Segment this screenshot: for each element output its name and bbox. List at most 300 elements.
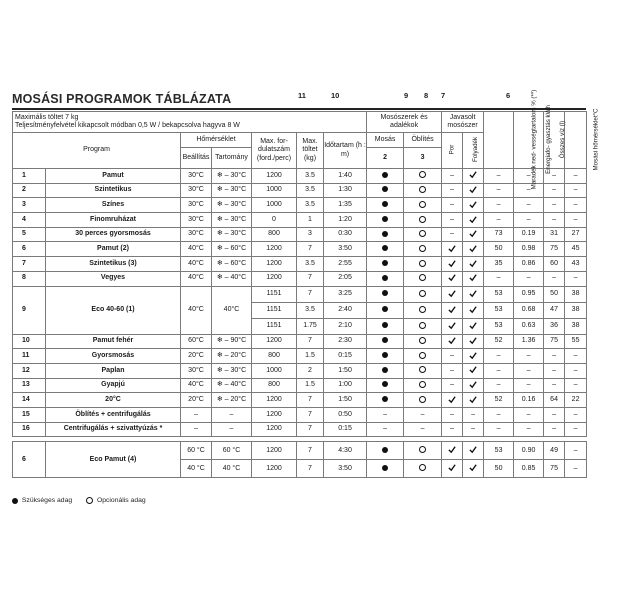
temp-range: ❄ – 30°C [212, 198, 252, 213]
required-dose-icon [382, 367, 388, 373]
required-dose-icon [382, 290, 388, 296]
wash-temp: – [565, 198, 587, 213]
optional-dose-icon [419, 352, 426, 359]
optional-dose-icon [419, 245, 426, 252]
duration: 0:15 [324, 422, 367, 437]
residual-moisture: – [484, 422, 514, 437]
energy: – [514, 422, 544, 437]
setting-header: Beállítás [181, 148, 212, 169]
residual-moisture: – [484, 407, 514, 422]
table-row [13, 393, 587, 408]
liquid: – [463, 407, 484, 422]
temp-setting: 60 °C [181, 442, 212, 460]
wash-temp-header [565, 108, 600, 171]
wash-temp: 45 [565, 242, 587, 257]
total-water: 75 [544, 334, 565, 349]
rinse-dose [404, 227, 442, 242]
powder: – [442, 213, 463, 228]
legend-required: Szükséges adag [21, 497, 73, 504]
max-spin: 1000 [252, 198, 297, 213]
total-water: 50 [544, 286, 565, 302]
program-name: Pamut fehér [46, 334, 181, 349]
wash-temp: 38 [565, 302, 587, 318]
max-spin: 1200 [252, 257, 297, 272]
duration: 0:50 [324, 407, 367, 422]
energy: 0.98 [514, 242, 544, 257]
max-spin: 1200 [252, 393, 297, 408]
table-row [13, 378, 587, 393]
temp-range: – [212, 407, 252, 422]
title-rule [12, 108, 586, 110]
program-number: 5 [13, 227, 46, 242]
table-row [13, 183, 587, 198]
max-load: 3.5 [297, 257, 324, 272]
residual-moisture: 53 [484, 318, 514, 334]
program-name: Finomruházat [46, 213, 181, 228]
temp-range: ❄ – 60°C [212, 242, 252, 257]
rinse-dose [404, 257, 442, 272]
energy: 0.68 [514, 302, 544, 318]
check-icon [469, 171, 477, 178]
energy: – [514, 349, 544, 364]
check-icon [469, 216, 477, 223]
energy: – [514, 363, 544, 378]
optional-dose-icon [419, 381, 426, 388]
check-icon [448, 245, 456, 252]
program-name: Centrifugálás + szivattyúzás * [46, 422, 181, 437]
wash-dose [367, 318, 404, 334]
temp-setting: 30°C [181, 183, 212, 198]
residual-moisture: – [484, 271, 514, 286]
callout-11: 11 [298, 91, 306, 100]
check-icon [448, 396, 456, 403]
table-row [13, 169, 587, 184]
rinse-dose [404, 302, 442, 318]
energy: – [514, 183, 544, 198]
duration: 1:35 [324, 198, 367, 213]
liquid [463, 302, 484, 318]
table-row [13, 286, 587, 302]
wash-dose [367, 334, 404, 349]
program-header: Program [13, 133, 181, 169]
residual-moisture: 73 [484, 227, 514, 242]
total-water-header-text: Összes víz (l) [559, 120, 567, 159]
check-icon [448, 446, 456, 453]
rinse-dose [404, 198, 442, 213]
residual-moisture: 53 [484, 302, 514, 318]
check-icon [469, 446, 477, 453]
temp-range: ❄ – 30°C [212, 213, 252, 228]
residual-moisture: – [484, 349, 514, 364]
energy: – [514, 378, 544, 393]
wash-dose: – [367, 422, 404, 437]
residual-moisture: – [484, 378, 514, 393]
required-dose-icon [382, 216, 388, 222]
program-name: Gyapjú [46, 378, 181, 393]
max-spin: 1200 [252, 407, 297, 422]
wash-temp: – [565, 442, 587, 460]
max-spin: 1151 [252, 318, 297, 334]
temp-setting: 40°C [181, 286, 212, 334]
program-name: Eco Pamut (4) [46, 442, 181, 478]
max-load: 7 [297, 422, 324, 437]
rinse-dose [404, 183, 442, 198]
rinse-dose [404, 349, 442, 364]
energy: – [514, 407, 544, 422]
max-spin: 1200 [252, 334, 297, 349]
rinse-dose [404, 334, 442, 349]
wash-temp: 43 [565, 257, 587, 272]
residual-moisture: – [484, 169, 514, 184]
liquid [463, 286, 484, 302]
optional-dose-icon [419, 230, 426, 237]
powder: – [442, 363, 463, 378]
temperature-header: Hőmérséklet [181, 133, 252, 148]
total-water: 31 [544, 227, 565, 242]
powder: – [442, 422, 463, 437]
liquid [463, 227, 484, 242]
energy: 0.85 [514, 460, 544, 478]
table-row [13, 363, 587, 378]
check-icon [469, 201, 477, 208]
residual-moisture-header-text: Maradék ned- vességtartalom % (**) [530, 89, 538, 190]
temp-range: 40 °C [212, 460, 252, 478]
max-load: 7 [297, 393, 324, 408]
max-load: 1.5 [297, 349, 324, 364]
liquid [463, 460, 484, 478]
liquid [463, 169, 484, 184]
powder [442, 257, 463, 272]
max-load: 3.5 [297, 169, 324, 184]
max-spin: 1200 [252, 460, 297, 478]
residual-moisture: 53 [484, 286, 514, 302]
temp-setting: 30°C [181, 198, 212, 213]
optional-dose-icon [419, 446, 426, 453]
powder [442, 318, 463, 334]
energy: – [514, 271, 544, 286]
program-number: 14 [13, 393, 46, 408]
legend [12, 497, 146, 504]
wash-dose [367, 286, 404, 302]
powder: – [442, 227, 463, 242]
powder-header [442, 133, 463, 169]
temp-range: ❄ – 30°C [212, 169, 252, 184]
program-name: 30 perces gyorsmosás [46, 227, 181, 242]
residual-moisture: – [484, 198, 514, 213]
program-name: 20°C [46, 393, 181, 408]
callout-9: 9 [404, 91, 409, 100]
wash-temp: 27 [565, 227, 587, 242]
liquid [463, 363, 484, 378]
liquid [463, 183, 484, 198]
rinse-dose [404, 460, 442, 478]
total-water: – [544, 213, 565, 228]
energy-header-text: Energiafo- gyasztás kWh [544, 104, 552, 174]
temp-setting: 60°C [181, 334, 212, 349]
program-name: Szintetikus [46, 183, 181, 198]
max-spin: 1151 [252, 286, 297, 302]
rinse-num-header: 3 [404, 148, 442, 169]
wash-temp: – [565, 349, 587, 364]
wash-dose [367, 183, 404, 198]
wash-header: Mosás [367, 133, 404, 148]
wash-dose [367, 460, 404, 478]
check-icon [448, 464, 456, 471]
optional-dose-icon [419, 274, 426, 281]
liquid [463, 271, 484, 286]
check-icon [469, 290, 477, 297]
program-name: Vegyes [46, 271, 181, 286]
program-number: 13 [13, 378, 46, 393]
residual-moisture: 50 [484, 242, 514, 257]
liquid-header-text: Folyadék [472, 137, 480, 163]
optional-dose-icon [419, 290, 426, 297]
liquid [463, 393, 484, 408]
temp-range: 40°C [212, 286, 252, 334]
max-load: 7 [297, 286, 324, 302]
table-row [13, 349, 587, 364]
program-number: 6 [13, 242, 46, 257]
range-header: Tartomány [212, 148, 252, 169]
max-load: 3.5 [297, 198, 324, 213]
temp-range: ❄ – 20°C [212, 393, 252, 408]
wash-dose [367, 257, 404, 272]
max-spin: 1200 [252, 242, 297, 257]
required-dose-icon [382, 275, 388, 281]
required-dose-icon [382, 337, 388, 343]
duration: 1:50 [324, 393, 367, 408]
wash-dose [367, 442, 404, 460]
program-name: Gyorsmosás [46, 349, 181, 364]
check-icon [469, 245, 477, 252]
program-name: Színes [46, 198, 181, 213]
wash-dose [367, 227, 404, 242]
powder [442, 393, 463, 408]
optional-dose-icon [419, 464, 426, 471]
powder [442, 460, 463, 478]
energy: 0.90 [514, 442, 544, 460]
duration: 4:30 [324, 442, 367, 460]
required-dose-icon [382, 260, 388, 266]
check-icon [469, 322, 477, 329]
energy: 0.95 [514, 286, 544, 302]
duration: 1:40 [324, 169, 367, 184]
legend-ring-icon [86, 497, 93, 504]
temp-range: ❄ – 20°C [212, 349, 252, 364]
temp-range: ❄ – 30°C [212, 363, 252, 378]
wash-temp: – [565, 183, 587, 198]
program-number: 4 [13, 213, 46, 228]
powder [442, 242, 463, 257]
max-load: 7 [297, 407, 324, 422]
temp-setting: 30°C [181, 169, 212, 184]
residual-moisture: 35 [484, 257, 514, 272]
liquid [463, 198, 484, 213]
total-water: – [544, 363, 565, 378]
max-spin: 800 [252, 349, 297, 364]
check-icon [448, 260, 456, 267]
callout-10: 10 [331, 91, 340, 100]
check-icon [448, 322, 456, 329]
max-spin: 1000 [252, 363, 297, 378]
powder: – [442, 198, 463, 213]
total-water: – [544, 183, 565, 198]
total-water: 36 [544, 318, 565, 334]
wash-temp: 55 [565, 334, 587, 349]
legend-optional: Opcionális adag [96, 497, 146, 504]
program-name: Öblítés + centrifugálás [46, 407, 181, 422]
temp-range: 60 °C [212, 442, 252, 460]
energy: 0.19 [514, 227, 544, 242]
temp-setting: 40°C [181, 257, 212, 272]
duration: 0:30 [324, 227, 367, 242]
wash-dose [367, 242, 404, 257]
rinse-dose [404, 378, 442, 393]
program-number: 12 [13, 363, 46, 378]
powder [442, 271, 463, 286]
required-dose-icon [382, 201, 388, 207]
required-dose-icon [382, 447, 388, 453]
powder [442, 302, 463, 318]
liquid: – [463, 422, 484, 437]
duration: 0:15 [324, 349, 367, 364]
duration: 1:30 [324, 183, 367, 198]
table-row [13, 213, 587, 228]
optional-dose-icon [419, 171, 426, 178]
duration: 1:00 [324, 378, 367, 393]
rinse-dose [404, 442, 442, 460]
duration: 2:55 [324, 257, 367, 272]
residual-moisture: 50 [484, 460, 514, 478]
wash-dose: – [367, 407, 404, 422]
temp-setting: 40°C [181, 378, 212, 393]
wash-temp: – [565, 169, 587, 184]
table-row [13, 334, 587, 349]
residual-moisture-header [484, 89, 538, 190]
temp-range: ❄ – 40°C [212, 378, 252, 393]
powder-header-text: Por [448, 144, 456, 155]
residual-moisture: 53 [484, 442, 514, 460]
residual-moisture: – [484, 213, 514, 228]
check-icon [469, 396, 477, 403]
max-spin: 1200 [252, 442, 297, 460]
liquid [463, 318, 484, 334]
max-spin: 1200 [252, 422, 297, 437]
optional-dose-icon [419, 322, 426, 329]
program-name: Szintetikus (3) [46, 257, 181, 272]
temp-setting: 30°C [181, 363, 212, 378]
temp-setting: – [181, 422, 212, 437]
liquid [463, 257, 484, 272]
liquid [463, 442, 484, 460]
program-name: Pamut (2) [46, 242, 181, 257]
total-water: 75 [544, 242, 565, 257]
wash-dose [367, 393, 404, 408]
temp-setting: – [181, 407, 212, 422]
max-spin: 1151 [252, 302, 297, 318]
required-dose-icon [382, 322, 388, 328]
residual-moisture: – [484, 183, 514, 198]
table-row [13, 271, 587, 286]
wash-dose [367, 349, 404, 364]
temp-setting: 40 °C [181, 460, 212, 478]
max-load: 2 [297, 363, 324, 378]
powder [442, 334, 463, 349]
energy: – [514, 213, 544, 228]
energy: 0.86 [514, 257, 544, 272]
max-load: 7 [297, 460, 324, 478]
max-load: 1.75 [297, 318, 324, 334]
required-dose-icon [382, 381, 388, 387]
max-load: 3.5 [297, 302, 324, 318]
max-load: 7 [297, 442, 324, 460]
energy: – [514, 198, 544, 213]
max-load: 1.5 [297, 378, 324, 393]
max-spin: 1200 [252, 271, 297, 286]
required-dose-icon [382, 352, 388, 358]
total-water: 49 [544, 442, 565, 460]
max-load: 1 [297, 213, 324, 228]
check-icon [469, 464, 477, 471]
info-power: Teljesítményfelvétel kikapcsolt módban 0,5 W / bekapcsolva hagyva 8 W [15, 122, 240, 129]
energy: 1.36 [514, 334, 544, 349]
wash-temp: – [565, 407, 587, 422]
temp-range: ❄ – 60°C [212, 257, 252, 272]
rinse-dose [404, 393, 442, 408]
liquid-header [463, 133, 484, 169]
wash-temp-header-text: Mosási hőmérséklet°C [592, 108, 600, 171]
table-row [13, 422, 587, 437]
total-water: 64 [544, 393, 565, 408]
table-row [13, 257, 587, 272]
total-water: 47 [544, 302, 565, 318]
total-water: – [544, 271, 565, 286]
check-icon [469, 352, 477, 359]
check-icon [469, 260, 477, 267]
program-number: 9 [13, 286, 46, 334]
check-icon [469, 274, 477, 281]
wash-temp: 22 [565, 393, 587, 408]
powder: – [442, 378, 463, 393]
required-dose-icon [382, 186, 388, 192]
duration: 3:50 [324, 242, 367, 257]
energy: 0.16 [514, 393, 544, 408]
page-title: MOSÁSI PROGRAMOK TÁBLÁZATA [12, 92, 232, 106]
required-dose-icon [382, 245, 388, 251]
wash-dose [367, 198, 404, 213]
wash-dose [367, 302, 404, 318]
program-number: 16 [13, 422, 46, 437]
total-water: – [544, 407, 565, 422]
energy: 0.63 [514, 318, 544, 334]
program-number: 7 [13, 257, 46, 272]
info-cell [13, 112, 367, 133]
table-row [13, 227, 587, 242]
check-icon [448, 306, 456, 313]
max-load: 7 [297, 271, 324, 286]
liquid [463, 378, 484, 393]
total-water: – [544, 378, 565, 393]
program-name: Eco 40-60 (1) [46, 286, 181, 334]
rinse-dose [404, 271, 442, 286]
duration: 1:20 [324, 213, 367, 228]
duration: 2:05 [324, 271, 367, 286]
check-icon [448, 337, 456, 344]
temp-range: ❄ – 40°C [212, 271, 252, 286]
check-icon [469, 230, 477, 237]
max-spin: 800 [252, 378, 297, 393]
required-dose-icon [382, 172, 388, 178]
